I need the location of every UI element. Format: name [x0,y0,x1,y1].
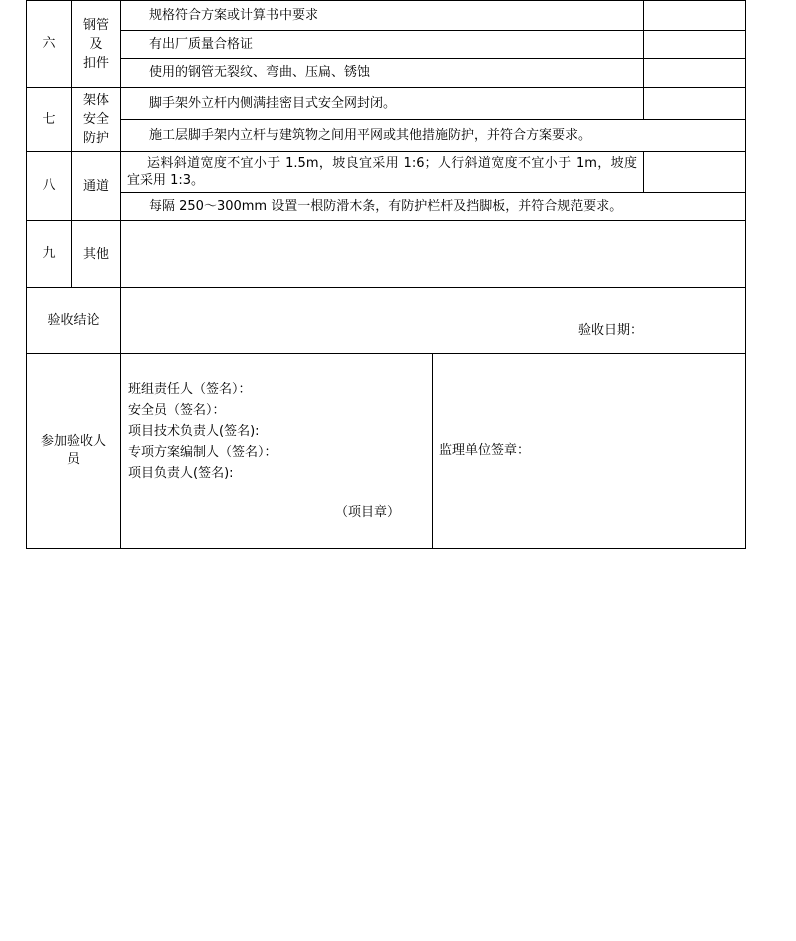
section-category: 钢管 及 扣件 [72,1,121,88]
result-cell [644,88,746,120]
table-row [27,88,746,120]
signature-line: 项目负责人(签名): [128,466,234,481]
check-item-empty [121,221,746,288]
section-category: 架体 安全 防护 [72,88,121,152]
check-item: 施工层脚手架内立杆与建筑物之间用平网或其他措施防护，并符合方案要求。 [121,120,746,152]
section-number: 九 [27,221,72,288]
supervisor-signature: 监理单位签章： [433,354,746,549]
participants-row [27,354,746,549]
table-row [27,221,746,288]
result-cell [644,152,746,193]
table-row [27,120,746,152]
conclusion-row [27,288,746,354]
table-row [27,59,746,88]
result-cell [644,1,746,31]
section-number: 六 [27,1,72,88]
signature-line: 安全员（签名）： [128,403,226,418]
signature-line: 专项方案编制人（签名）： [128,445,278,460]
project-seal-label: （项目章） [334,505,400,520]
table-row [27,152,746,193]
section-category: 其他 [72,221,121,288]
conclusion-cell [121,288,746,354]
check-item: 有出厂质量合格证 [121,31,644,59]
signature-list [128,379,278,484]
table-row [27,193,746,221]
section-number: 八 [27,152,72,221]
participants-label: 参加验收人 员 [27,354,121,549]
check-item: 运料斜道宽度不宜小于 1.5m，坡良宜采用 1:6；人行斜道宽度不宜小于 1m，坡度宜采用 1:3。 [121,152,644,193]
conclusion-label: 验收结论 [27,288,121,354]
table-row [27,1,746,31]
section-category: 通道 [72,152,121,221]
result-cell [644,59,746,88]
section-number: 七 [27,88,72,152]
check-item: 使用的钢管无裂纹、弯曲、压扁、锈蚀 [121,59,644,88]
inspection-date-label: 验收日期： [578,323,644,338]
signature-line: 班组责任人（签名）： [128,382,252,397]
check-item: 规格符合方案或计算书中要求 [121,1,644,31]
signature-cell [121,354,433,549]
signature-line: 项目技术负责人(签名): [128,424,260,439]
inspection-table [26,0,746,549]
check-item: 每隔 250～300mm 设置一根防滑木条，有防护栏杆及挡脚板，并符合规范要求。 [121,193,746,221]
table-row [27,31,746,59]
result-cell [644,31,746,59]
check-item: 脚手架外立杆内侧满挂密目式安全网封闭。 [121,88,644,120]
